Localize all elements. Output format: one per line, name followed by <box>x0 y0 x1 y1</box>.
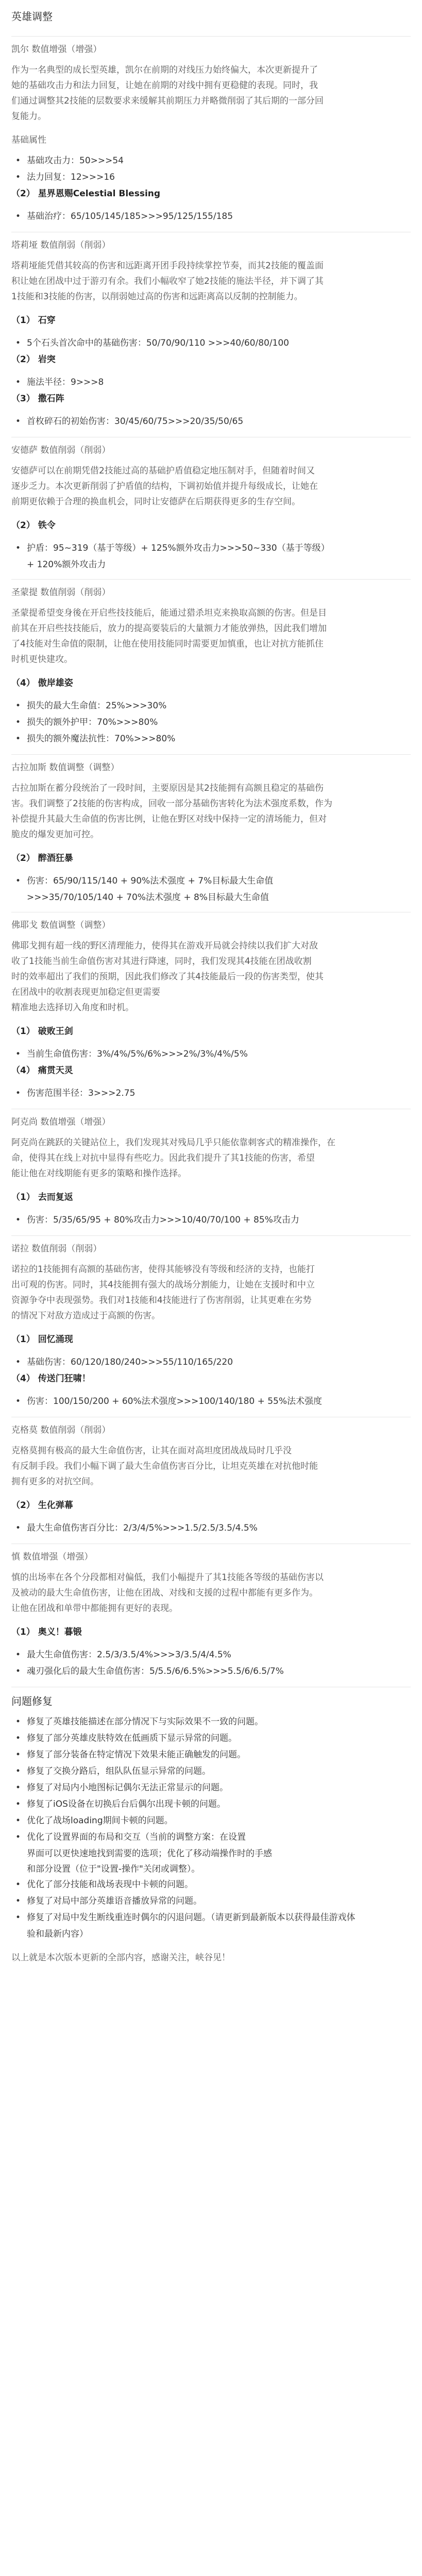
bullet-item: • 基础治疗：65/105/145/185>>>95/125/155/185 <box>15 210 411 223</box>
paragraph-line: 时的效率超出了我们的预期，因此我们修改了其4技能最后一段的伤害类型，使其 <box>11 972 324 982</box>
section-title: 英雄调整 <box>11 10 53 23</box>
paragraph-line: 阿克尚在跳跃的关键站位上，我们发现其对残局几乎只能依靠刺客式的精准操作，在 <box>11 1138 335 1148</box>
bullet-item: • 最大生命值伤害：2.5/3/3.5/4%>>>3/3.5/4/4.5% <box>15 1649 411 1661</box>
skill-heading: （4） 传送门狂啸！ <box>11 1374 91 1384</box>
paragraph-line: 时机更快建攻。 <box>11 654 73 665</box>
divider <box>11 579 411 580</box>
bullet-item: • 当前生命值伤害：3%/4%/5%/6%>>>2%/3%/4%/5% <box>15 1048 411 1060</box>
hero-subheading: 圣蒙提 数值削弱（削弱） <box>11 587 111 598</box>
skill-heading: （4） 痛贯天灵 <box>11 1065 73 1076</box>
paragraph-line: 逐步乏力。本次更新削弱了护盾值的结构，下调初始值并提升每级成长，让她在 <box>11 481 318 492</box>
paragraph-line: 在团战中的收割表现更加稳定但更需要 <box>11 987 160 997</box>
hero-subheading: 佛耶戈 数值调整（调整） <box>11 920 111 930</box>
bullet-continuation: + 120%额外攻击力 <box>27 560 106 570</box>
bullet-item: • 伤害：65/90/115/140 + 90%法术强度 + 7%目标最大生命值 <box>15 875 411 887</box>
skill-heading: （2） 生化弹幕 <box>11 1500 73 1511</box>
bullet-item: • 5个石头首次命中的基础伤害：50/70/90/110 >>>40/60/80/100 <box>15 337 411 349</box>
bullet-item: • 优化了战场loading期间卡顿的问题。 <box>15 1815 411 1827</box>
paragraph-line: 了4技能对生命值的限制，让他在使用技能同时需要更加慎重，也让对抗方能抓住 <box>11 639 324 649</box>
paragraph-line: 资源争夺中表现强势。我们对1技能和4技能进行了伤害削弱，让其更难在劣势 <box>11 1295 312 1306</box>
hero-subheading: 凯尔 数值增强（增强） <box>11 44 102 55</box>
bullet-item: • 护盾：95~319（基于等级）+ 125%额外攻击力>>>50~330（基于等级） <box>15 542 411 554</box>
paragraph-line: 古拉加斯在蓄分段统治了一段时间，主要原因是其2技能拥有高额且稳定的基础伤 <box>11 783 324 793</box>
bullet-item: • 基础伤害：60/120/180/240>>>55/110/165/220 <box>15 1356 411 1368</box>
bullet-item: • 魂刃强化后的最大生命值伤害：5/5.5/6/6.5%>>>5.5/6/6.5/7% <box>15 1665 411 1677</box>
skill-heading: （3） 撒石阵 <box>11 394 64 404</box>
skill-heading: （1） 破败王剑 <box>11 1026 73 1037</box>
section-title: 问题修复 <box>11 1695 53 1707</box>
hero-subheading: 克格莫 数值削弱（削弱） <box>11 1425 111 1435</box>
bullet-continuation: >>>35/70/105/140 + 70%法术强度 + 8%目标最大生命值 <box>27 892 269 903</box>
divider <box>11 1235 411 1236</box>
hero-subheading: 塔莉垭 数值削弱（削弱） <box>11 240 111 250</box>
bullet-item: • 修复了部分英雄皮肤特效在低画质下显示异常的问题。 <box>15 1732 411 1744</box>
paragraph-line: 慎的出场率在各个分段都相对偏低，我们小幅提升了其1技能各等级的基础伤害以 <box>11 1572 324 1583</box>
paragraph-line: 补偿提升其最大生命值的伤害比例，让他在野区对线中保持一定的清场能力，但对 <box>11 814 327 824</box>
bullet-item: • 优化了部分技能和战场表现中卡顿的问题。 <box>15 1878 411 1891</box>
paragraph-line: 1技能和3技能的伤害，以削弱她过高的伤害和远距离高以反制的控制能力。 <box>11 292 303 302</box>
paragraph-line: 她的基础攻击力和法力回复，让她在前期的对线中拥有更稳健的表现。同时，我 <box>11 80 318 91</box>
bullet-continuation: 和部分设置（位于"设置-操作"关闭或调整）。 <box>27 1864 200 1874</box>
bullet-item: • 修复了对局中发生断线重连时偶尔的闪退问题。（请更新到最新版本以获得最佳游戏体 <box>15 1911 411 1924</box>
skill-heading: （2） 醉酒狂暴 <box>11 853 73 863</box>
skill-heading: （2） 铁令 <box>11 520 56 531</box>
paragraph-line: 的情况下对敌方造成过于高额的伤害。 <box>11 1311 160 1321</box>
paragraph-line: 作为一名典型的成长型英雄，凯尔在前期的对线压力始终偏大，本次更新提升了 <box>11 65 318 75</box>
bullet-item: • 基础攻击力：50>>>54 <box>15 155 411 167</box>
paragraph-line: 精准地去选择切入角度和时机。 <box>11 1003 134 1013</box>
skill-heading: （1） 奥义！暮锻 <box>11 1627 82 1637</box>
paragraph-line: 前其在开启些技技能后，放力的提高要装后的大量额力才能放弹热，因此我们增加 <box>11 623 327 634</box>
paragraph-line: 拥有更多的对抗空间。 <box>11 1477 99 1487</box>
bullet-item: • 修复了部分装备在特定情况下效果未能正确触发的问题。 <box>15 1749 411 1761</box>
bullet-item: • 修复了英雄技能描述在部分情况下与实际效果不一致的问题。 <box>15 1716 411 1728</box>
bullet-item: • 损失的额外魔法抗性：70%>>>80% <box>15 733 411 745</box>
paragraph-line: 脆皮的爆发更加可控。 <box>11 829 99 840</box>
bullet-item: • 伤害范围半径：3>>>2.75 <box>15 1087 411 1099</box>
bullet-continuation: 验和最新内容） <box>27 1929 88 1939</box>
bullet-item: • 修复了对局内小地图标记偶尔无法正常显示的问题。 <box>15 1782 411 1794</box>
paragraph-line: 害。我们调整了2技能的伤害构成，回收一部分基础伤害转化为法术强度系数，作为 <box>11 799 332 809</box>
paragraph-line: 有反制手段。我们小幅下调了最大生命值伤害百分比，让坦克英雄在对抗他时能 <box>11 1461 318 1471</box>
skill-heading: （2） 岩突 <box>11 354 56 365</box>
bullet-continuation: 界面可以更快速地找到需要的选项；优化了移动端操作时的手感 <box>27 1849 272 1859</box>
bullet-item: • 损失的额外护甲：70%>>>80% <box>15 716 411 728</box>
paragraph-line: 安德萨可以在前期凭借2技能过高的基础护盾值稳定地压制对手，但随着时间又 <box>11 466 315 476</box>
bullet-item: • 修复了对局中部分英雄语音播放异常的问题。 <box>15 1895 411 1907</box>
paragraph-line: 圣蒙提希望变身後在开启些技技能后，能通过猎杀坦克来换取高额的伤害。但是目 <box>11 608 327 618</box>
paragraph-line: 出可观的伤害。同时，其4技能拥有强大的战场分割能力，让她在支援时和中立 <box>11 1280 315 1290</box>
divider <box>11 754 411 755</box>
skill-heading: （2） 星界恩赐Celestial Blessing <box>11 189 161 199</box>
skill-heading: （4） 傲岸雄姿 <box>11 678 73 688</box>
paragraph-line: 克格莫拥有极高的最大生命值伤害，让其在面对高坦度团战战局时几乎没 <box>11 1446 292 1456</box>
paragraph-line: 以上就是本次版本更新的全部内容，感谢关注，峡谷见！ <box>11 1953 230 1963</box>
bullet-item: • 修复了iOS设备在切换后台后偶尔出现卡顿的问题。 <box>15 1798 411 1810</box>
bullet-item: • 最大生命值伤害百分比：2/3/4/5%>>>1.5/2.5/3.5/4.5% <box>15 1522 411 1534</box>
bullet-item: • 伤害：5/35/65/95 + 80%攻击力>>>10/40/70/100 + 85%攻击力 <box>15 1214 411 1226</box>
hero-subheading: 阿克尚 数值增强（增强） <box>11 1117 111 1127</box>
skill-heading: （1） 回忆涌现 <box>11 1334 73 1345</box>
bullet-item: • 施法半径：9>>>8 <box>15 376 411 388</box>
paragraph-line: 佛耶戈拥有超一线的野区清理能力，使得其在游戏开局就会持续以我们扩大对敌 <box>11 941 318 951</box>
bullet-item: • 伤害：100/150/200 + 60%法术强度>>>100/140/180 + 55%法术强度 <box>15 1395 411 1408</box>
paragraph-line: 塔莉垭能凭借其较高的伤害和远距离开团手段持续掌控节奏，而其2技能的覆盖面 <box>11 261 324 271</box>
bullet-item: • 修复了交换分路后，组队队伍显示异常的问题。 <box>15 1765 411 1777</box>
paragraph-line: 命，使得其在线上对抗中显得有些吃力。因此我们提升了其1技能的伤害，希望 <box>11 1153 315 1163</box>
hero-subheading: 慎 数值增强（增强） <box>11 1552 93 1562</box>
hero-subheading: 安德萨 数值削弱（削弱） <box>11 445 111 455</box>
paragraph-line: 前期更依赖于合理的换血机会，同时让安德萨在后期获得更多的生存空间。 <box>11 497 300 507</box>
bullet-item: • 法力回复：12>>>16 <box>15 171 411 183</box>
divider <box>11 36 411 37</box>
paragraph-line: 能让他在对线期能有更多的策略和操作选择。 <box>11 1168 187 1179</box>
paragraph-line: 诺拉的1技能拥有高额的基础伤害，使得其能够没有等级和经济的支持，也能打 <box>11 1264 315 1275</box>
paragraph-line: 及被动的最大生命值伤害，让他在团战、对线和支援的过程中都能有更多作为。 <box>11 1588 318 1598</box>
bullet-item: • 优化了设置界面的布局和交互（当前的调整方案：在设置 <box>15 1831 411 1843</box>
hero-subheading: 古拉加斯 数值调整（调整） <box>11 762 120 773</box>
bullet-item: • 首枚碎石的初始伤害：30/45/60/75>>>20/35/50/65 <box>15 415 411 428</box>
skill-heading: （1） 去而复返 <box>11 1192 73 1202</box>
skill-heading: （1） 石穿 <box>11 315 56 326</box>
hero-subheading: 诺拉 数值削弱（削弱） <box>11 1244 102 1254</box>
paragraph-line: 积让她在团战中过于游刃有余。我们小幅收窄了她2技能的施法半径，并下调了其 <box>11 276 324 286</box>
bullet-item: • 损失的最大生命值：25%>>>30% <box>15 700 411 712</box>
hero-subheading: 基础属性 <box>11 135 46 145</box>
paragraph-line: 复能力。 <box>11 111 46 122</box>
paragraph-line: 们通过调整其2技能的层数要求来缓解其前期压力并略微削弱了其后期的一部分回 <box>11 96 324 106</box>
paragraph-line: 让他在团战和单带中都能拥有更好的表现。 <box>11 1603 178 1614</box>
paragraph-line: 收了1技能当前生命值伤害对其进行降速，同时，我们发现其4技能在团战收割 <box>11 956 312 967</box>
